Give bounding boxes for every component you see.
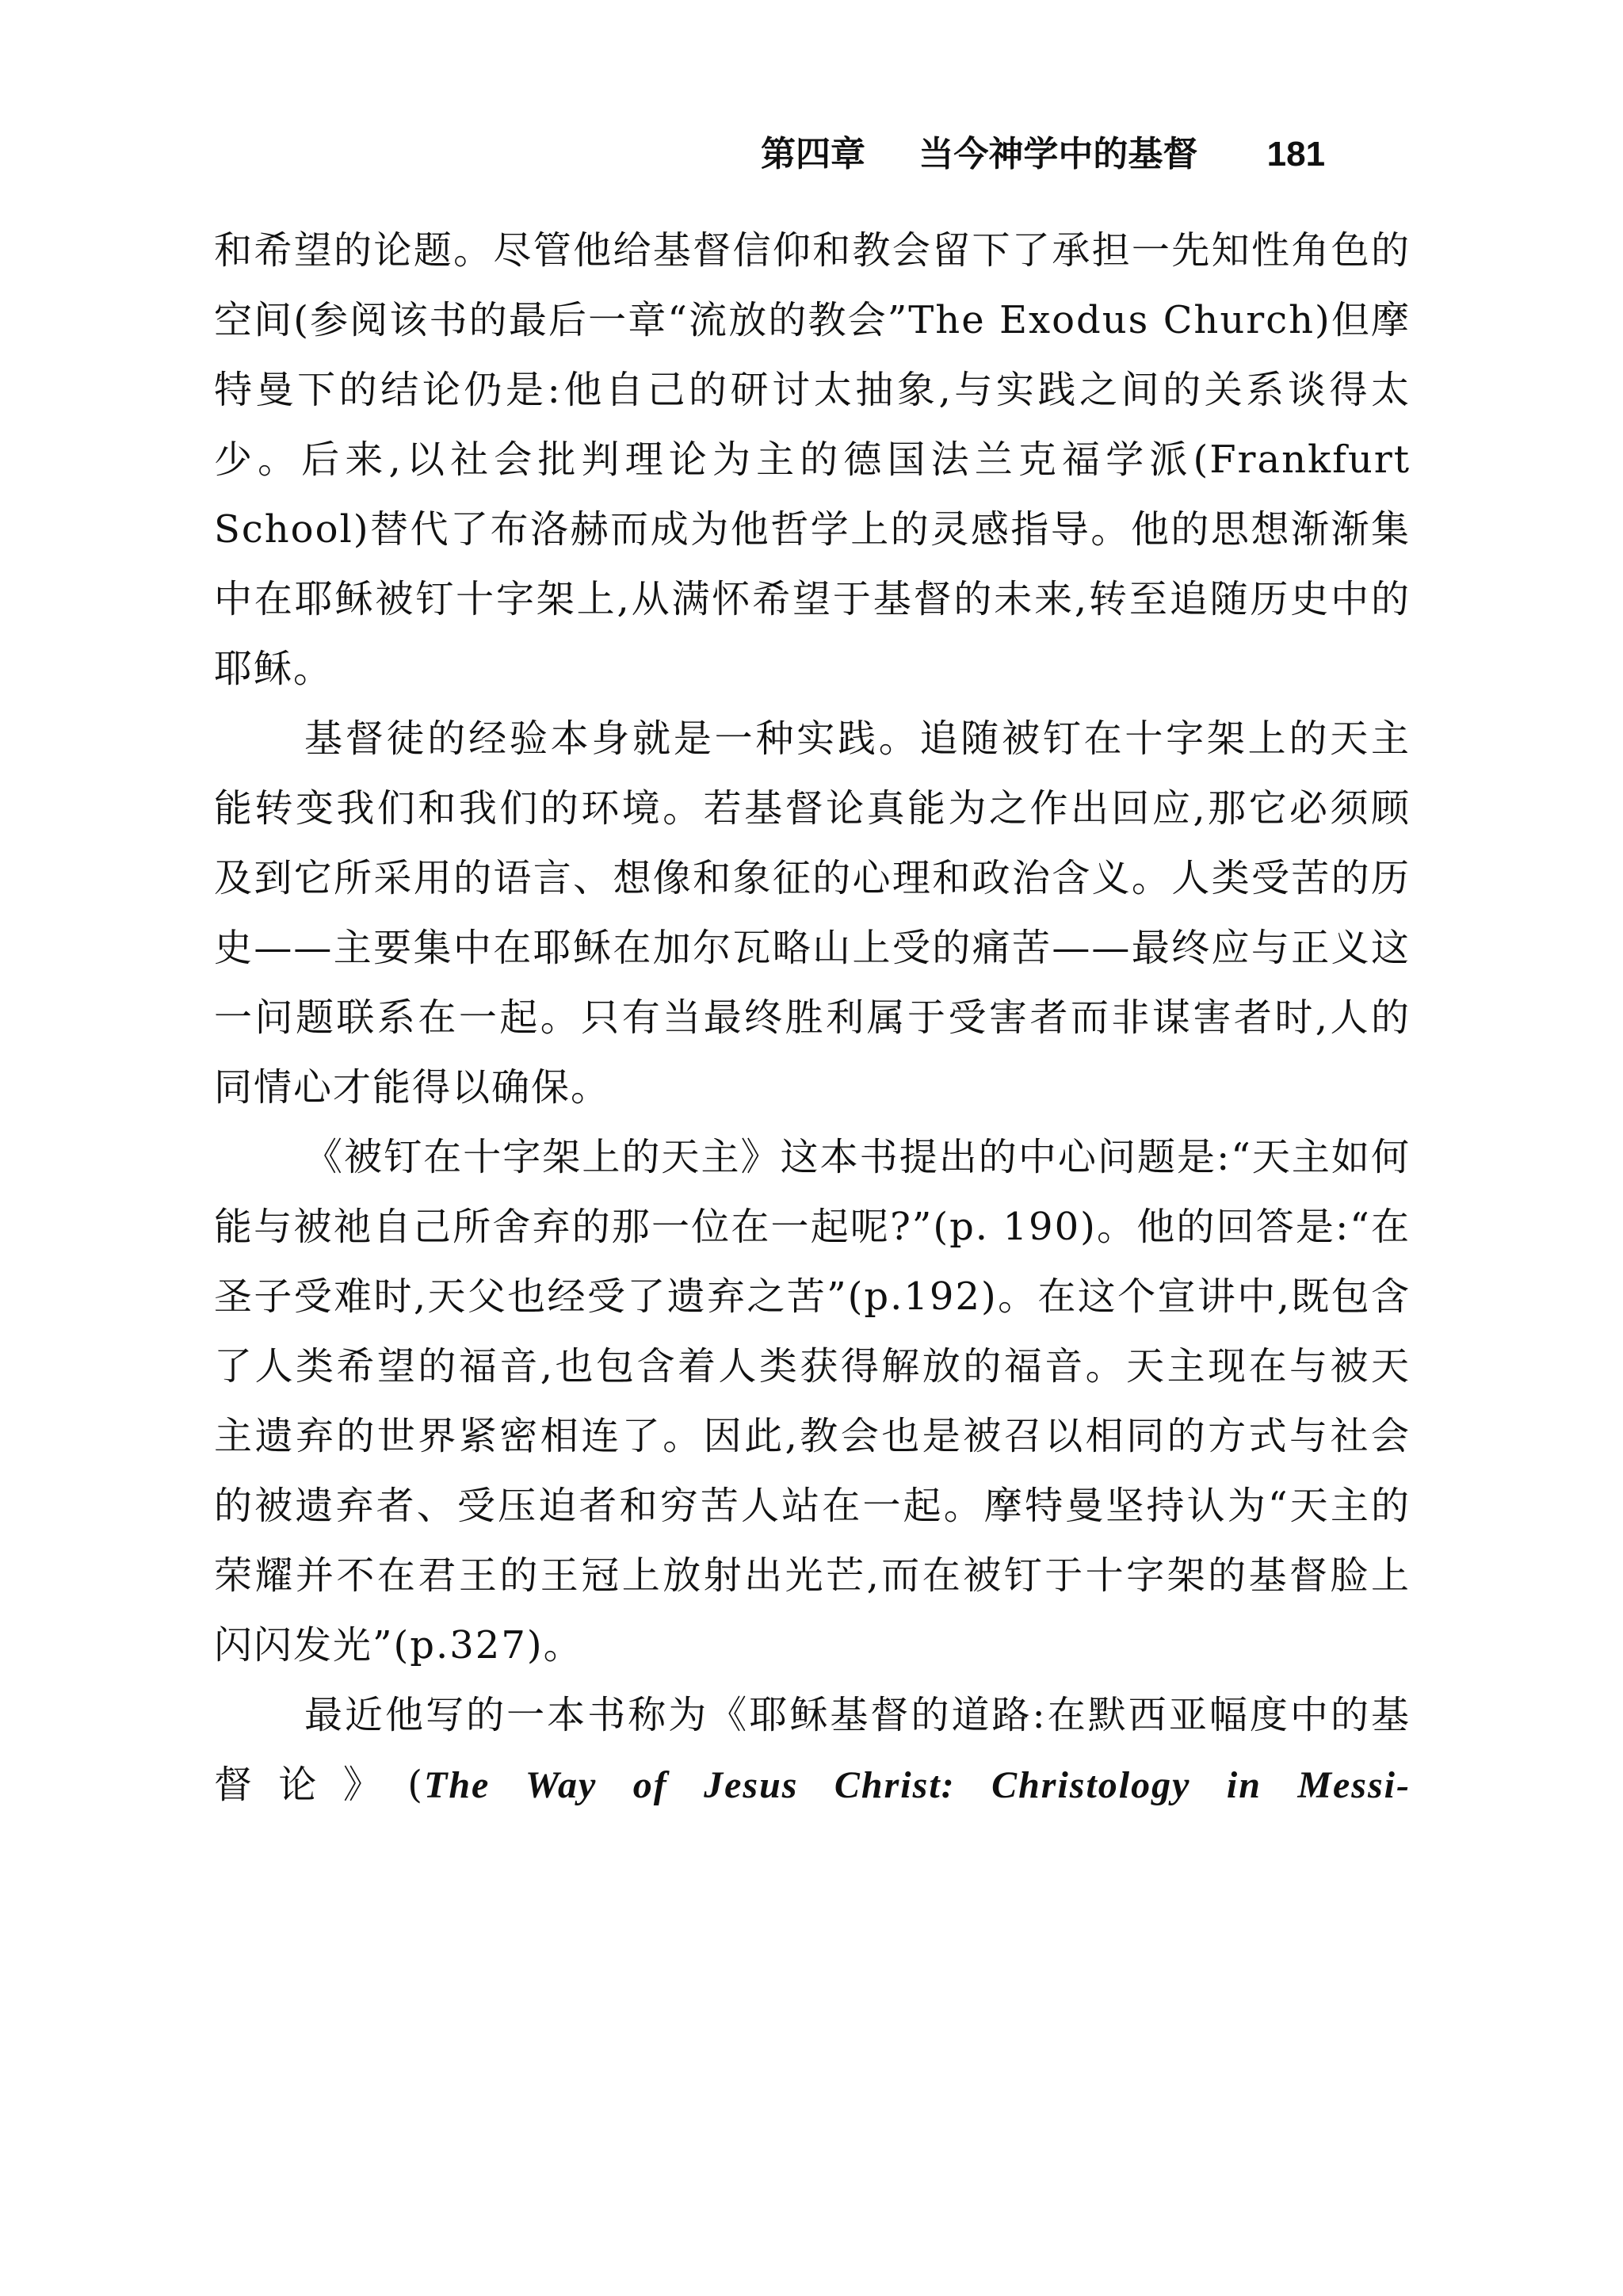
paragraph-4 xyxy=(214,1680,1411,1820)
running-head xyxy=(761,131,1395,178)
paragraph-3: 《被钉在十字架上的天主》这本书提出的中心问题是:“天主如何能与被祂自己所舍弃的那一位在一起呢?”(p. 190)。他的回答是:“在圣子受难时,天父也经受了遗弃之苦”(p.192)。在这个宣讲中,既包含了人类希望的福音,也包含着人类获得解放的福音。天主现在与被天主遗弃的世界紧密相连了。因此,教会也是被召以相同的方式与社会的被遗弃者、受压迫者和穷苦人站在一起。摩特曼坚持认为“天主的荣耀并不在君王的王冠上放射出光芒,而在被钉于十字架的基督脸上闪闪发光”(p.327)。 xyxy=(214,1135,1411,1668)
body-text xyxy=(214,216,1411,1820)
chapter-title: 当今神学中的基督 xyxy=(918,134,1198,174)
paragraph-2: 基督徒的经验本身就是一种实践。追随被钉在十字架上的天主能转变我们和我们的环境。若基督论真能为之作出回应,那它必须顾及到它所采用的语言、想像和象征的心理和政治含义。人类受苦的历史——主要集中在耶稣在加尔瓦略山上受的痛苦——最终应与正义这一问题联系在一起。只有当最终胜利属于受害者而非谋害者时,人的同情心才能得以确保。 xyxy=(214,716,1411,1110)
chapter-label: 第四章 xyxy=(761,134,865,174)
paragraph-1: 和希望的论题。尽管他给基督信仰和教会留下了承担一先知性角色的空间(参阅该书的最后一章“流放的教会”The Exodus Church)但摩特曼下的结论仍是:他自己的研讨太抽象,与实践之间的关系谈得太少。后来,以社会批判理论为主的德国法兰克福学派(Frankfurt School)替代了布洛赫而成为他哲学上的灵感指导。他的思想渐渐集中在耶稣被钉十字架上,从满怀希望于基督的未来,转至追随历史中的耶稣。 xyxy=(214,228,1411,691)
book-title-italic: The Way of Jesus Christ: Christology in Messi- xyxy=(424,1764,1411,1806)
paragraph-4-text: 最近他写的一本书称为《耶稣基督的道路:在默西亚幅度中的基督论》( xyxy=(214,1693,1411,1807)
page-number: 181 xyxy=(1266,135,1326,174)
